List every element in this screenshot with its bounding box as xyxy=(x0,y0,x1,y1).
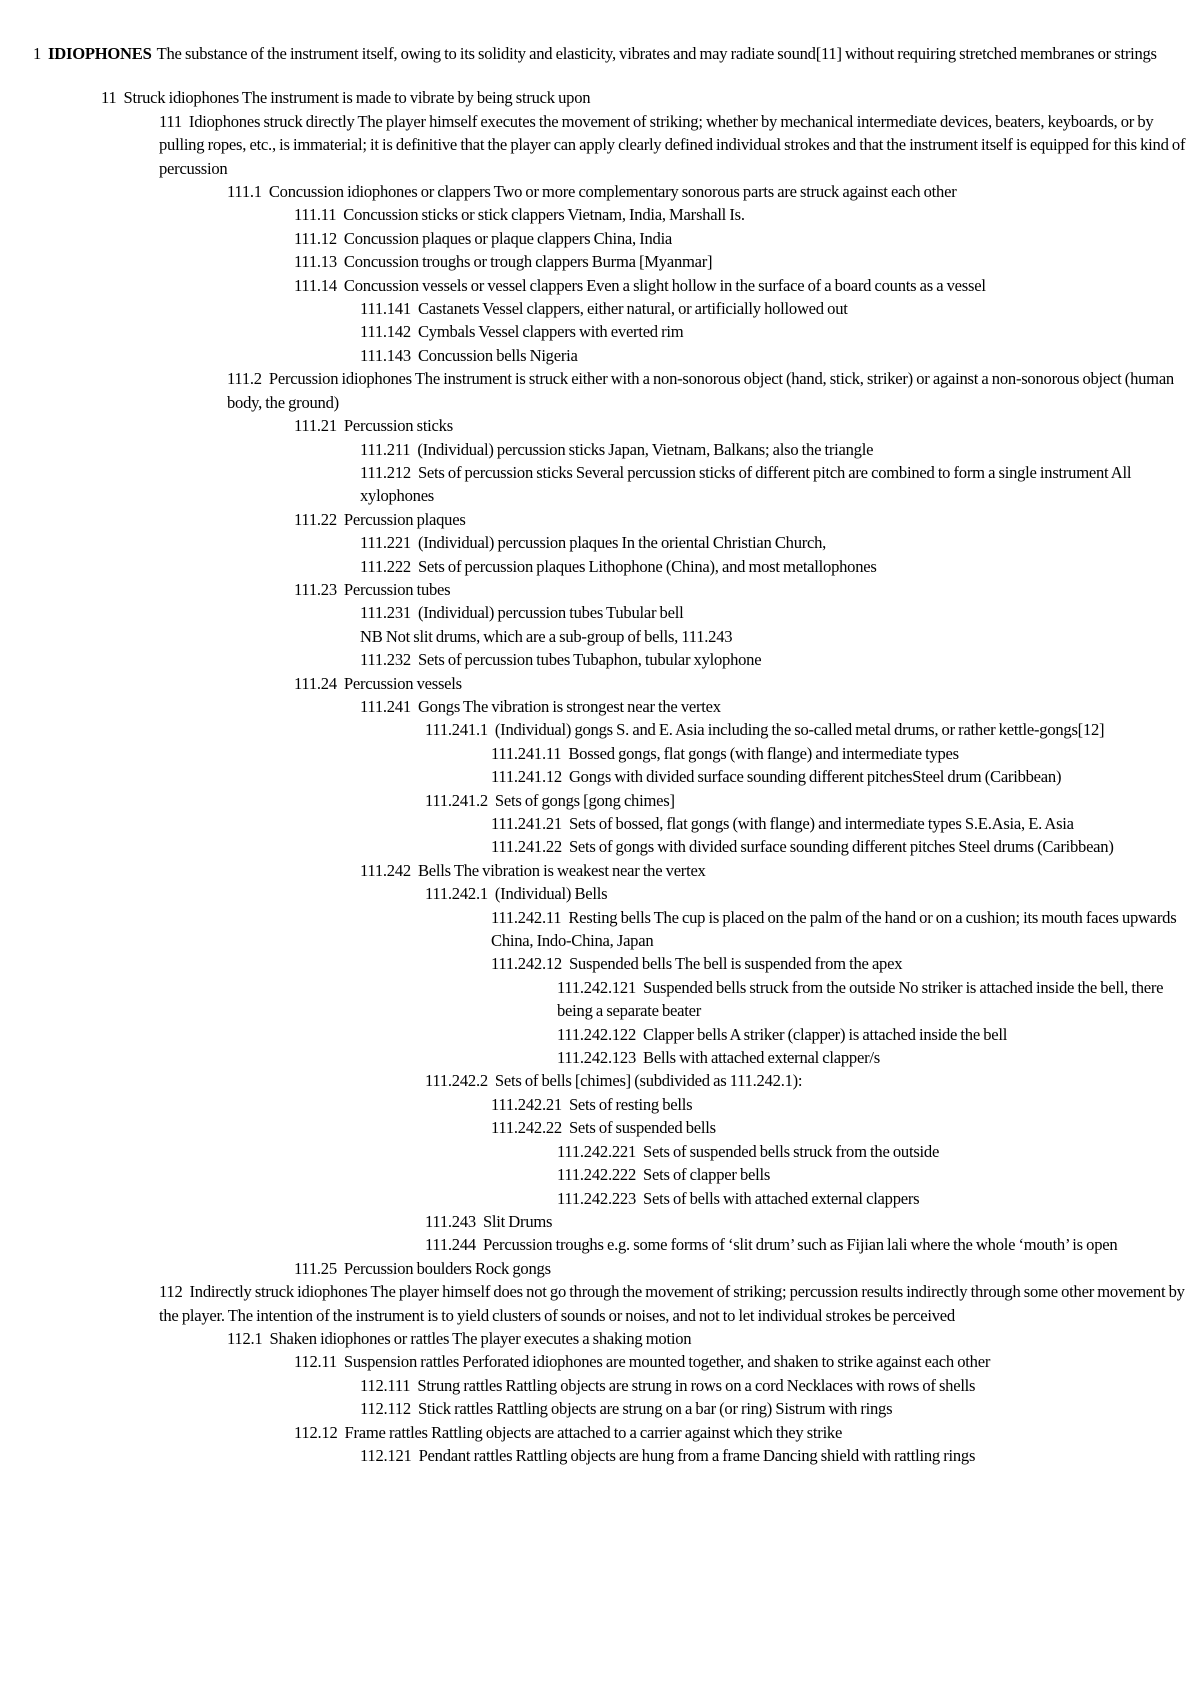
outline-entry xyxy=(491,906,1195,953)
outline-entry xyxy=(491,952,1195,975)
outline-entry xyxy=(360,625,1195,648)
entry-text: Resting bells The cup is placed on the palm of the hand or on a cushion; its mouth faces upwards China, Indo-China, Japan xyxy=(491,907,1177,951)
entry-code: 111.242.2 xyxy=(425,1071,488,1091)
entry-text: Sets of percussion tubes Tubaphon, tubular xylophone xyxy=(417,650,762,670)
outline-entry xyxy=(360,297,1195,320)
outline-entry xyxy=(360,320,1195,343)
entry-text: (Individual) percussion sticks Japan, Vietnam, Balkans; also the triangle xyxy=(417,439,874,459)
entry-text: Slit Drums xyxy=(482,1211,553,1231)
entry-code: 1 xyxy=(33,44,42,63)
entry-text: Concussion plaques or plaque clappers China, India xyxy=(343,228,673,248)
entry-code: 111.1 xyxy=(227,182,262,202)
outline-entry xyxy=(491,835,1195,858)
entry-code: 112.11 xyxy=(294,1352,337,1372)
entry-text: Suspended bells The bell is suspended from the apex xyxy=(568,954,903,974)
entry-text: Struck idiophones The instrument is made to vibrate by being struck upon xyxy=(123,88,591,108)
entry-code: 111.221 xyxy=(360,533,411,553)
outline-entry xyxy=(491,1116,1195,1139)
outline-entry xyxy=(425,1069,1195,1092)
entry-text: Cymbals Vessel clappers with everted rim xyxy=(417,322,684,342)
entry-code: 111.242.12 xyxy=(491,954,562,974)
entry-code: 111.141 xyxy=(360,299,411,319)
entry-code: 111.242.221 xyxy=(557,1141,636,1161)
outline-entry xyxy=(294,1421,1195,1444)
outline-entry xyxy=(159,1280,1195,1327)
outline-entry xyxy=(33,42,1163,65)
entry-text: Bells with attached external clapper/s xyxy=(643,1048,880,1068)
entry-code: 111 xyxy=(159,111,182,131)
outline-entry xyxy=(294,414,1195,437)
outline-entry xyxy=(491,765,1195,788)
outline-entry xyxy=(159,110,1195,180)
entry-text: Pendant rattles Rattling objects are hung from a frame Dancing shield with rattling rings xyxy=(418,1445,976,1465)
entry-code: 111.242.222 xyxy=(557,1165,636,1185)
entry-code: 111.232 xyxy=(360,650,411,670)
entry-code: 111.142 xyxy=(360,322,411,342)
entry-code: 111.212 xyxy=(360,462,411,482)
entry-text: Concussion bells Nigeria xyxy=(417,345,578,365)
entry-text: Strung rattles Rattling objects are strung in rows on a cord Necklaces with rows of shells xyxy=(417,1375,976,1395)
entry-code: 111.241.12 xyxy=(491,767,562,787)
outline-entry xyxy=(294,274,1195,297)
entry-code: 111.11 xyxy=(294,205,337,225)
entry-code: 112.1 xyxy=(227,1328,263,1348)
outline-entry xyxy=(360,438,1195,461)
outline-entry xyxy=(227,367,1195,414)
entry-code: 111.143 xyxy=(360,345,411,365)
outline-entry xyxy=(425,1210,1195,1233)
entry-code: 112.111 xyxy=(360,1375,411,1395)
outline-entry xyxy=(557,1140,1195,1163)
outline-entry xyxy=(227,180,1195,203)
entry-text: Percussion boulders Rock gongs xyxy=(343,1258,551,1278)
entry-text: NB Not slit drums, which are a sub-group of bells, 111.243 xyxy=(360,626,733,646)
entry-text: Sets of bells with attached external clappers xyxy=(643,1188,920,1208)
outline-entry xyxy=(294,1350,1195,1373)
outline-entry xyxy=(294,578,1195,601)
entry-code: 111.244 xyxy=(425,1235,476,1255)
entry-code: 111.241.2 xyxy=(425,790,488,810)
entry-text: Sets of bossed, flat gongs (with flange) and intermediate types S.E.Asia, E. Asia xyxy=(568,814,1074,833)
outline-entry xyxy=(360,601,1195,624)
entry-text: (Individual) percussion plaques In the oriental Christian Church, xyxy=(417,533,827,553)
entry-text: Percussion vessels xyxy=(343,673,462,693)
entry-text: Stick rattles Rattling objects are strung on a bar (or ring) Sistrum with rings xyxy=(417,1399,893,1419)
entry-code: 111.231 xyxy=(360,603,411,623)
entry-text: Concussion sticks or stick clappers Vietnam, India, Marshall Is. xyxy=(343,205,745,225)
entry-text: Idiophones struck directly The player himself executes the movement of striking; whether by mechanical intermediate devices, beaters, keyboards, or by pulling ropes, etc., is immaterial; it is definitive that the player can apply clearly defined individual strokes and that the instrument itself is equipped for this kind of percussion xyxy=(159,111,1186,178)
outline-entry xyxy=(294,508,1195,531)
entry-text: Frame rattles Rattling objects are attached to a carrier against which they strike xyxy=(344,1422,843,1442)
outline-entry xyxy=(227,1327,1195,1350)
entry-code: 111.14 xyxy=(294,275,337,295)
entry-code: 111.21 xyxy=(294,416,337,436)
entry-text: Suspension rattles Perforated idiophones are mounted together, and shaken to strike against each other xyxy=(343,1352,991,1372)
entry-text: Bells The vibration is weakest near the vertex xyxy=(417,860,706,880)
entry-code: 111.241.11 xyxy=(491,743,562,763)
entry-text: Sets of resting bells xyxy=(568,1094,693,1114)
entry-code: 111.242.223 xyxy=(557,1188,636,1208)
entry-code: 111.242 xyxy=(360,860,411,880)
outline-entry xyxy=(425,1233,1195,1256)
outline-entry xyxy=(491,1093,1195,1116)
outline-entry xyxy=(557,1163,1195,1186)
outline-entry xyxy=(557,1046,1195,1069)
entry-code: 111.13 xyxy=(294,252,337,272)
entry-code: 111.22 xyxy=(294,509,337,529)
entry-text: (Individual) gongs S. and E. Asia including the so-called metal drums, or rather kettle-gongs[12] xyxy=(494,720,1105,740)
outline-entry xyxy=(491,812,1195,835)
outline-entry xyxy=(360,1397,1195,1420)
entry-code: 111.242.122 xyxy=(557,1024,636,1044)
entry-code: 111.23 xyxy=(294,579,337,599)
entry-code: 111.242.11 xyxy=(491,907,562,927)
entry-text: Clapper bells A striker (clapper) is attached inside the bell xyxy=(643,1024,1008,1044)
outline-entry xyxy=(294,250,1195,273)
entry-code: 111.243 xyxy=(425,1211,476,1231)
entry-text: Sets of suspended bells xyxy=(568,1118,716,1138)
entry-code: 111.12 xyxy=(294,228,337,248)
entry-text: Gongs The vibration is strongest near the vertex xyxy=(417,696,721,716)
outline-entry xyxy=(360,555,1195,578)
outline-entry xyxy=(101,86,1195,109)
entry-text: Gongs with divided surface sounding different pitchesSteel drum (Caribbean) xyxy=(568,767,1062,787)
entry-text: Percussion sticks xyxy=(343,416,453,436)
outline-entry xyxy=(425,718,1195,741)
outline-entry xyxy=(557,1187,1195,1210)
entry-code: 111.242.21 xyxy=(491,1094,562,1114)
entry-code: 112.112 xyxy=(360,1399,411,1419)
entry-code: 112 xyxy=(159,1282,183,1302)
entry-text: Indirectly struck idiophones The player himself does not go through the movement of striking; percussion results indirectly through some other movement by the player. The intention of the instrument is to yield clusters of sounds or noises, and not to let individual strokes be perceived xyxy=(159,1282,1185,1325)
entry-text: Sets of percussion sticks Several percussion sticks of different pitch are combined to form a single instrument All xylophones xyxy=(360,462,1132,506)
entry-text: Sets of bells [chimes] (subdivided as 111.242.1): xyxy=(494,1071,803,1091)
entry-text: Percussion plaques xyxy=(343,509,466,529)
outline-entry xyxy=(557,976,1195,1023)
entry-text: Percussion idiophones The instrument is struck either with a non-sonorous object (hand, stick, striker) or against a non-sonorous object (human body, the ground) xyxy=(227,369,1174,412)
entry-text: Shaken idiophones or rattles The player executes a shaking motion xyxy=(269,1328,692,1348)
outline-entry xyxy=(360,1444,1195,1467)
entry-text: Percussion troughs e.g. some forms of ‘slit drum’ such as Fijian lali where the whole ‘mouth’ is open xyxy=(482,1235,1118,1255)
outline-entry xyxy=(294,672,1195,695)
entry-code: 111.222 xyxy=(360,556,411,576)
entry-code: 112.121 xyxy=(360,1445,412,1465)
entry-code: 111.242.121 xyxy=(557,977,636,997)
entry-text: Sets of percussion plaques Lithophone (China), and most metallophones xyxy=(417,556,877,576)
entry-code: 111.242.123 xyxy=(557,1048,636,1068)
outline-entry xyxy=(491,742,1195,765)
entry-code: 111.241.22 xyxy=(491,837,562,857)
outline-entry xyxy=(360,695,1195,718)
entry-text: Concussion troughs or trough clappers Burma [Myanmar] xyxy=(343,252,713,272)
entry-code: 111.242.1 xyxy=(425,884,488,904)
entry-code: 112.12 xyxy=(294,1422,338,1442)
outline-entry xyxy=(294,227,1195,250)
entry-text: The substance of the instrument itself, owing to its solidity and elasticity, vibrates and may radiate sound[11] without requiring stretched membranes or strings xyxy=(156,44,1157,63)
outline-entry xyxy=(294,1257,1195,1280)
entry-code: 11 xyxy=(101,88,117,108)
entry-text: Castanets Vessel clappers, either natural, or artificially hollowed out xyxy=(417,299,848,319)
entry-text: Sets of gongs with divided surface sounding different pitches Steel drums (Caribbean) xyxy=(568,837,1114,857)
entry-code: 111.242.22 xyxy=(491,1118,562,1138)
entry-text: Percussion tubes xyxy=(343,579,451,599)
entry-text: Suspended bells struck from the outside No striker is attached inside the bell, there being a separate beater xyxy=(557,977,1164,1021)
entry-text: Concussion vessels or vessel clappers Even a slight hollow in the surface of a board counts as a vessel xyxy=(343,275,986,295)
outline-entry xyxy=(294,203,1195,226)
entry-text: Sets of suspended bells struck from the outside xyxy=(643,1141,940,1161)
entry-code: 111.2 xyxy=(227,369,262,389)
entry-code: 111.241 xyxy=(360,696,411,716)
outline-entry xyxy=(360,531,1195,554)
outline-entry xyxy=(360,648,1195,671)
entry-text: Sets of gongs [gong chimes] xyxy=(494,790,675,810)
entry-code: 111.211 xyxy=(360,439,411,459)
entry-code: 111.25 xyxy=(294,1258,337,1278)
outline-entry xyxy=(360,344,1195,367)
entry-text: Concussion idiophones or clappers Two or more complementary sonorous parts are struck against each other xyxy=(268,182,957,202)
outline-entry xyxy=(425,789,1195,812)
entry-code: 111.241.1 xyxy=(425,720,488,740)
outline-entry xyxy=(360,1374,1195,1397)
classification-document xyxy=(33,42,1193,1467)
entry-text: Sets of clapper bells xyxy=(643,1165,771,1185)
entry-text: Bossed gongs, flat gongs (with flange) and intermediate types xyxy=(568,743,959,763)
entry-code: 111.24 xyxy=(294,673,337,693)
entry-text: (Individual) Bells xyxy=(494,884,608,904)
entry-heading: IDIOPHONES xyxy=(48,44,152,63)
outline-entry xyxy=(360,859,1195,882)
outline-entry xyxy=(360,461,1195,508)
outline-entry xyxy=(425,882,1195,905)
outline-entry xyxy=(557,1023,1195,1046)
entry-text: (Individual) percussion tubes Tubular bell xyxy=(417,603,684,623)
entry-code: 111.241.21 xyxy=(491,814,562,833)
